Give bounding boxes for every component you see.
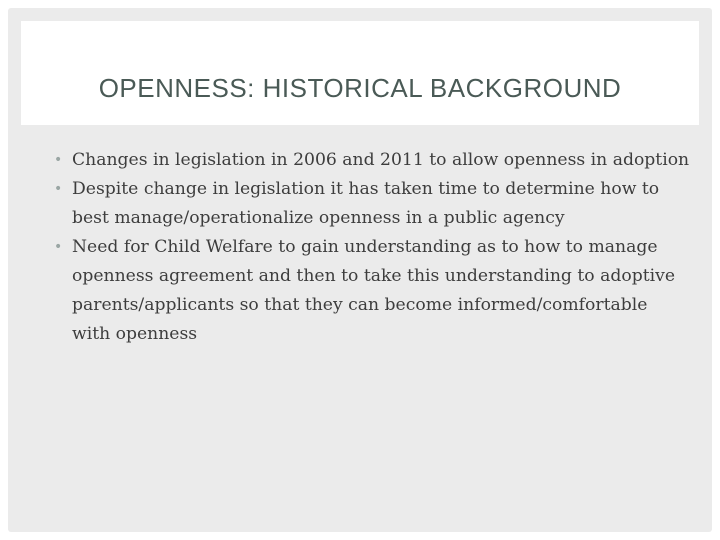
bullet-list	[50, 146, 690, 349]
bullet-text: Changes in legislation in 2006 and 2011 to allow openness in adoption	[72, 150, 690, 170]
bullet-icon: •	[54, 152, 63, 168]
bullet-item	[50, 146, 690, 175]
bullet-text: Despite change in legislation it has taken time to determine how to best manage/operationalize openness in a public agency	[72, 179, 660, 228]
bullet-icon: •	[54, 239, 63, 255]
bullet-icon: •	[54, 181, 63, 197]
bullet-text: Need for Child Welfare to gain understanding as to how to manage openness agreement and then to take this understanding to adoptive parents/applicants so that they can become informed/comfortable with openness	[72, 237, 676, 344]
slide-title: OPENNESS: HISTORICAL BACKGROUND	[98, 73, 622, 103]
bullet-item	[50, 175, 690, 233]
bullet-item	[50, 233, 690, 349]
title-box	[21, 21, 699, 125]
